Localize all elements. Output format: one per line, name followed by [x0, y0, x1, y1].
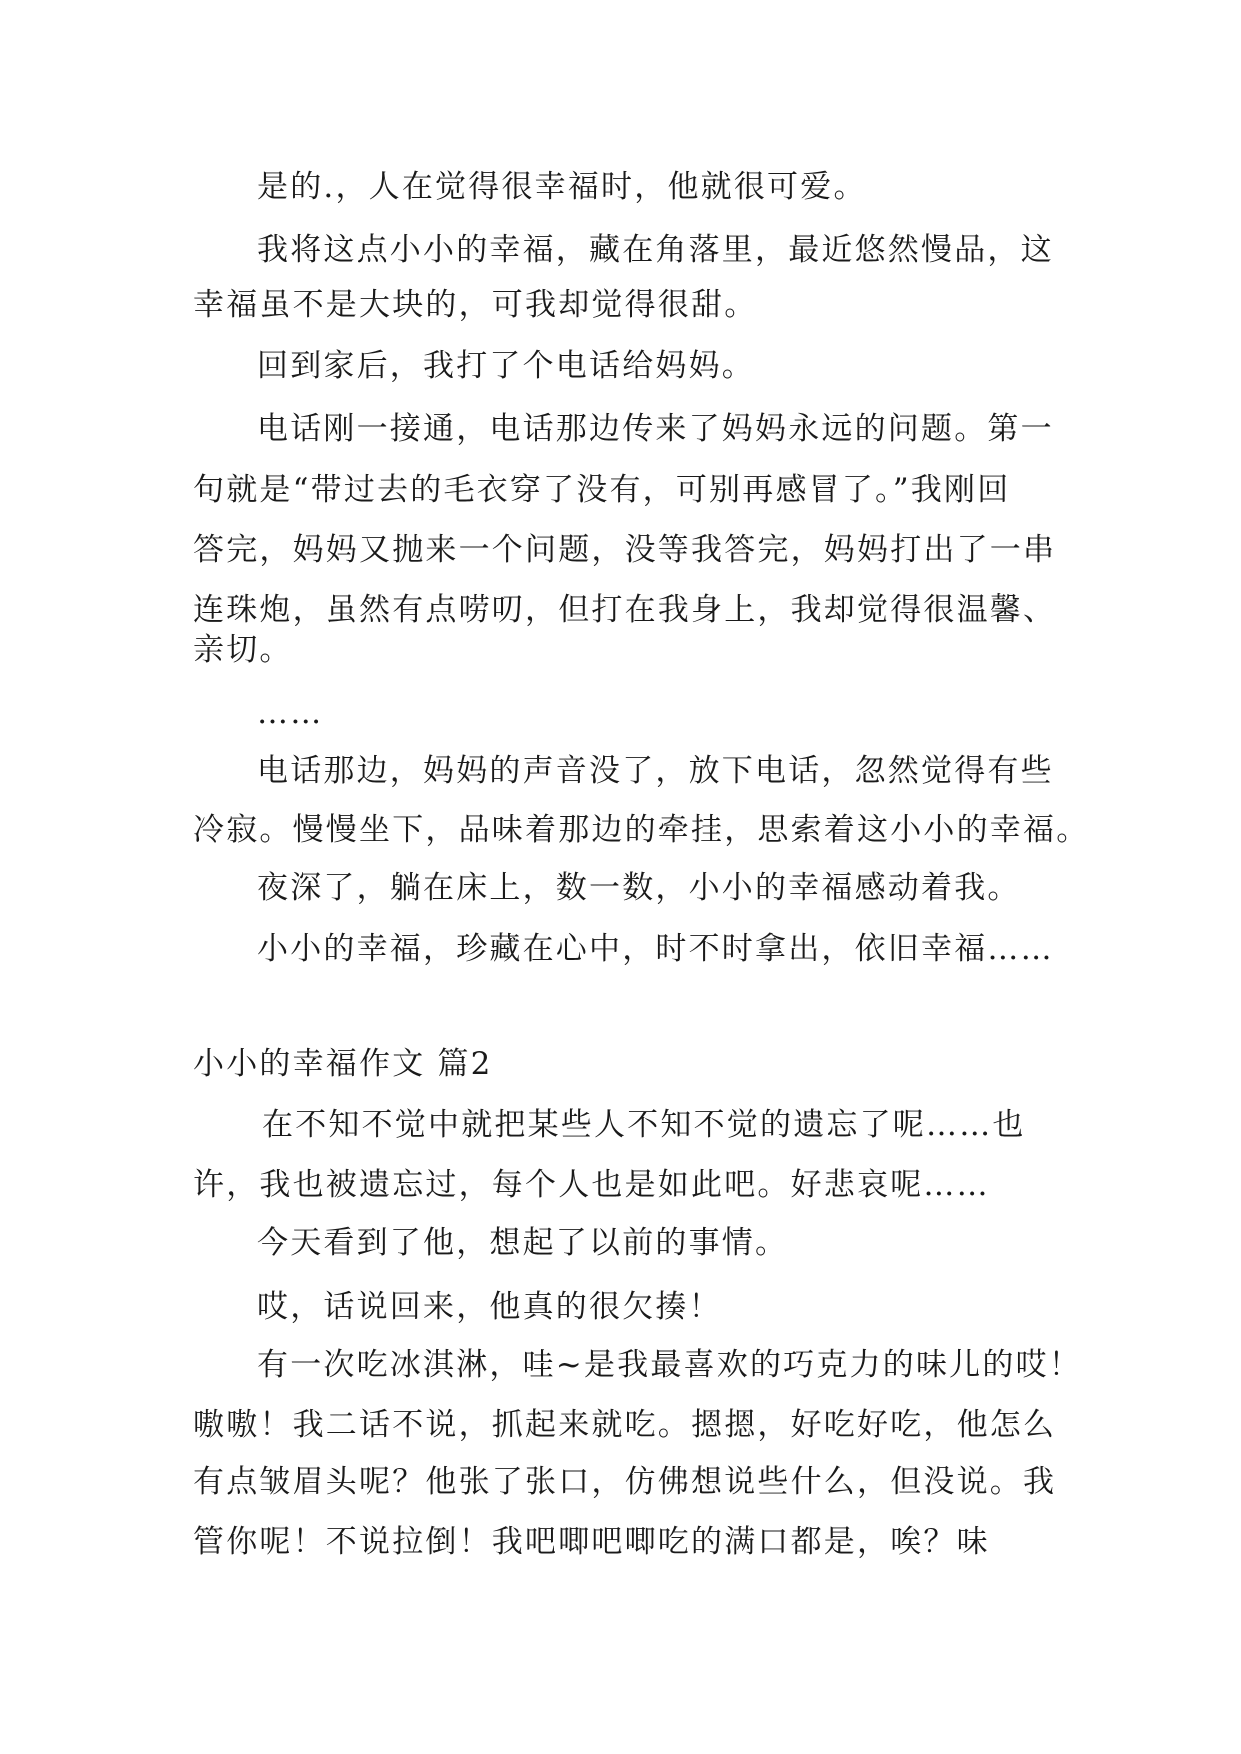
- section-heading: 小小的幸福作文 篇2: [193, 1046, 493, 1082]
- paragraph-line: 亲切。: [193, 632, 293, 668]
- paragraph-line: 回到家后，我打了个电话给妈妈。: [257, 348, 755, 384]
- paragraph-line: 有点皱眉头呢？他张了张口，仿佛想说些什么，但没说。我: [193, 1464, 1057, 1500]
- paragraph-line: 连珠炮，虽然有点唠叨，但打在我身上，我却觉得很温馨、: [193, 592, 1057, 628]
- paragraph-line: 许，我也被遗忘过，每个人也是如此吧。好悲哀呢……: [193, 1167, 990, 1203]
- paragraph-line: 嗷嗷！我二话不说，抓起来就吃。摁摁，好吃好吃，他怎么: [193, 1407, 1057, 1443]
- paragraph-line: 电话那边，妈妈的声音没了，放下电话，忽然觉得有些: [257, 753, 1054, 789]
- paragraph-line: 电话刚一接通，电话那边传来了妈妈永远的问题。第一: [257, 411, 1054, 447]
- paragraph-line: 今天看到了他，想起了以前的事情。: [257, 1225, 789, 1261]
- ellipsis-line: ……: [257, 695, 324, 731]
- paragraph-line: 幸福虽不是大块的，可我却觉得很甜。: [193, 287, 758, 323]
- paragraph-line: 哎，话说回来，他真的很欠揍！: [257, 1289, 722, 1325]
- paragraph-line: 答完，妈妈又抛来一个问题，没等我答完，妈妈打出了一串: [193, 532, 1057, 568]
- paragraph-line: 有一次吃冰淇淋，哇~是我最喜欢的巧克力的味儿的哎！: [257, 1347, 1082, 1383]
- paragraph-line: 冷寂。慢慢坐下，品味着那边的牵挂，思索着这小小的幸福。: [193, 812, 1090, 848]
- paragraph-line: 在不知不觉中就把某些人不知不觉的遗忘了呢……也: [262, 1107, 1026, 1143]
- paragraph-line: 是的.，人在觉得很幸福时，他就很可爱。: [257, 169, 867, 205]
- paragraph-line: 夜深了，躺在床上，数一数，小小的幸福感动着我。: [257, 870, 1021, 906]
- paragraph-line: 小小的幸福，珍藏在心中，时不时拿出，依旧幸福……: [257, 931, 1054, 967]
- paragraph-line: 管你呢！不说拉倒！我吧唧吧唧吃的满口都是，唉？味: [193, 1524, 990, 1560]
- paragraph-line: 句就是“带过去的毛衣穿了没有，可别再感冒了。”我刚回: [193, 472, 1011, 508]
- paragraph-line: 我将这点小小的幸福，藏在角落里，最近悠然慢品，这: [257, 232, 1054, 268]
